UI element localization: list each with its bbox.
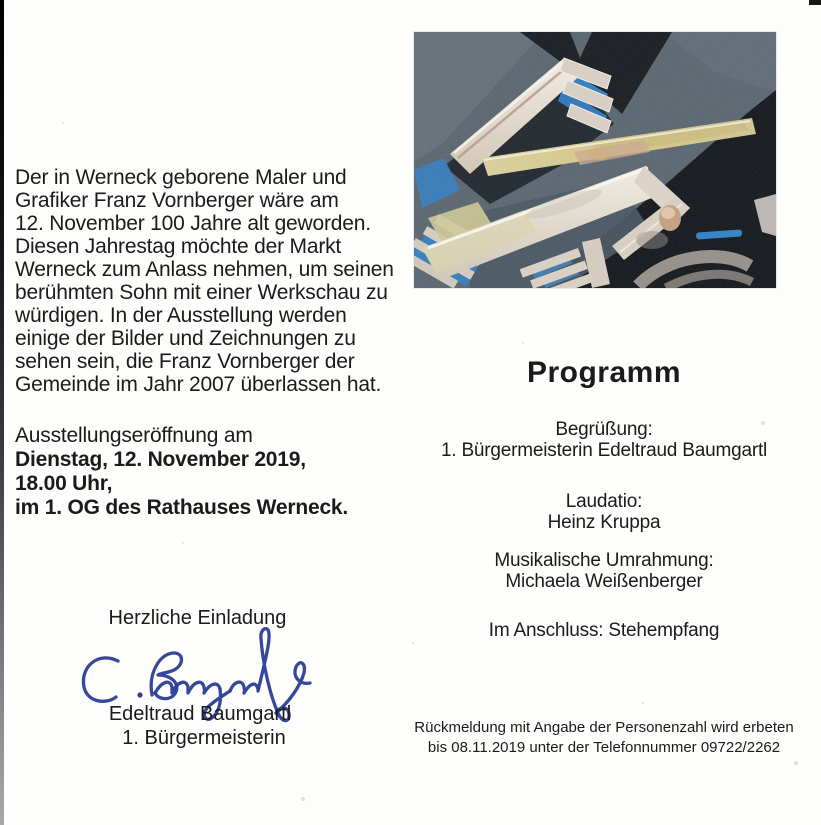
abstract-painting-image <box>414 32 776 288</box>
intro-line: Werneck zum Anlass nehmen, um seinen <box>15 258 394 281</box>
scan-edge-artifact-left <box>0 0 4 825</box>
program-item-begruessung <box>414 419 794 461</box>
scan-speckles <box>0 0 2 2</box>
opening-details <box>15 424 417 520</box>
intro-paragraph <box>15 166 417 396</box>
opening-location: im 1. OG des Rathauses Werneck. <box>15 496 349 519</box>
program-person: Heinz Kruppa <box>547 512 661 533</box>
program-person: 1. Bürgermeisterin Edeltraud Baumgartl <box>440 440 768 461</box>
rsvp-note-line: bis 08.11.2019 unter der Telefonnummer 09722/2262 <box>427 739 781 756</box>
signer-title: 1. Bürgermeisterin <box>122 727 286 749</box>
rsvp-note <box>414 718 794 758</box>
program-role: Begrüßung: <box>555 419 653 440</box>
signer-name: Edeltraud Baumgartl <box>108 703 292 725</box>
intro-line: einige der Bilder und Zeichnungen zu <box>15 327 356 350</box>
program-title: Programm <box>526 356 682 389</box>
scan-corner-artifact <box>809 0 821 5</box>
intro-line: 12. November 100 Jahre alt geworden. <box>15 212 371 235</box>
program-role: Laudatio: <box>565 491 643 512</box>
intro-line: berühmten Sohn mit einer Werkschau zu <box>15 281 388 304</box>
intro-line: Gemeinde im Jahr 2007 überlassen hat. <box>15 373 382 396</box>
signature-dot <box>137 692 142 697</box>
program-role: Musikalische Umrahmung: <box>494 550 714 571</box>
intro-line: sehen sein, die Franz Vornberger der <box>15 350 355 373</box>
intro-line: würdigen. In der Ausstellung werden <box>15 304 347 327</box>
opening-time: 18.00 Uhr, <box>15 472 113 495</box>
opening-date: Dienstag, 12. November 2019, <box>15 448 306 471</box>
program-item-musik <box>414 550 794 592</box>
intro-line: Grafiker Franz Vornberger wäre am <box>15 189 339 212</box>
program-closing-line: Im Anschluss: Stehempfang <box>488 620 720 641</box>
program-item-laudatio <box>414 491 794 533</box>
intro-line: Diesen Jahrestag möchte der Markt <box>15 235 342 258</box>
herzliche-einladung-text: Herzliche Einladung <box>108 607 287 629</box>
program-person: Michaela Weißenberger <box>505 571 703 592</box>
rsvp-note-line: Rückmeldung mit Angabe der Personenzahl wird erbeten <box>414 719 794 736</box>
intro-line: Der in Werneck geborene Maler und <box>15 166 347 189</box>
opening-lead: Ausstellungseröffnung am <box>15 424 253 447</box>
